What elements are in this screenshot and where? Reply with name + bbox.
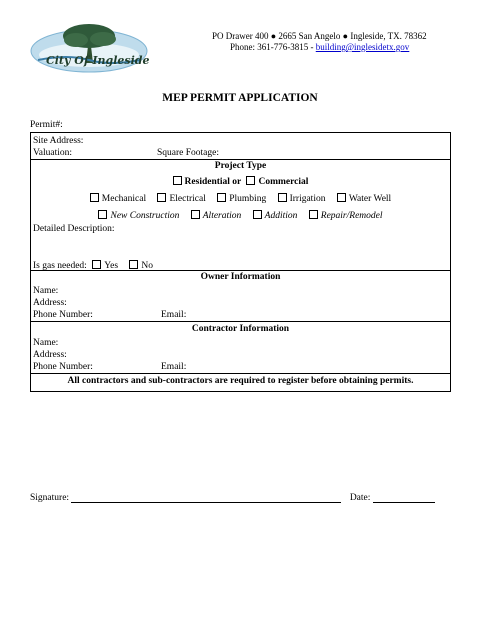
date-label: Date: xyxy=(349,493,371,503)
contractor-address-label[interactable]: Address: xyxy=(33,350,67,360)
page-title: MEP PERMIT APPLICATION xyxy=(162,92,318,104)
valuation-label[interactable]: Valuation: xyxy=(33,148,73,158)
contractor-phone-label[interactable]: Phone Number: xyxy=(33,362,93,372)
work-type-row xyxy=(31,210,450,221)
electrical-checkbox[interactable] xyxy=(157,193,166,202)
divider xyxy=(31,270,450,271)
project-type-heading: Project Type xyxy=(214,161,267,171)
owner-email-label[interactable]: Email: xyxy=(161,310,187,320)
contractor-name-label[interactable]: Name: xyxy=(33,338,59,348)
residential-checkbox[interactable] xyxy=(173,176,182,185)
commercial-checkbox[interactable] xyxy=(246,176,255,185)
trade-row xyxy=(31,193,450,204)
water-well-checkbox[interactable] xyxy=(337,193,346,202)
header-email-link[interactable]: building@inglesidetx.gov xyxy=(315,42,410,52)
owner-name-label[interactable]: Name: xyxy=(33,286,59,296)
addition-checkbox[interactable] xyxy=(253,210,262,219)
owner-heading: Owner Information xyxy=(200,272,281,282)
contractor-email-label[interactable]: Email: xyxy=(161,362,187,372)
trade-water-well: Water Well xyxy=(348,194,392,204)
plumbing-checkbox[interactable] xyxy=(217,193,226,202)
new-construction-checkbox[interactable] xyxy=(98,210,107,219)
gas-label: Is gas needed: xyxy=(33,261,87,271)
date-field[interactable] xyxy=(373,492,435,503)
signature-row xyxy=(30,492,435,503)
work-repair-remodel: Repair/Remodel xyxy=(320,211,383,221)
work-alteration: Alteration xyxy=(202,211,242,221)
mechanical-checkbox[interactable] xyxy=(90,193,99,202)
gas-yes-label: Yes xyxy=(104,261,119,271)
city-logo xyxy=(28,18,150,76)
header-phone: Phone: 361-776-3815 - xyxy=(230,42,316,52)
divider xyxy=(31,321,450,322)
trade-plumbing: Plumbing xyxy=(229,194,267,204)
work-new-construction: New Construction xyxy=(110,211,180,221)
logo-text: City Of Ingleside xyxy=(46,54,150,67)
permit-form xyxy=(30,132,451,392)
registration-notice: All contractors and sub-contractors are required to register before obtaining permits. xyxy=(67,376,414,386)
gas-no-label: No xyxy=(141,261,154,271)
site-address-label[interactable]: Site Address: xyxy=(33,136,84,146)
repair-remodel-checkbox[interactable] xyxy=(309,210,318,219)
owner-address-label[interactable]: Address: xyxy=(33,298,67,308)
divider xyxy=(31,159,450,160)
divider xyxy=(31,373,450,374)
occupancy-row xyxy=(31,176,450,187)
header-phone-line xyxy=(230,42,409,52)
header-address: PO Drawer 400 ● 2665 San Angelo ● Ingleside, TX. 78362 xyxy=(212,31,427,41)
commercial-label: Commercial xyxy=(258,177,309,187)
alteration-checkbox[interactable] xyxy=(191,210,200,219)
permit-number-label: Permit#: xyxy=(30,120,63,130)
gas-no-checkbox[interactable] xyxy=(129,260,138,269)
residential-label: Residential or xyxy=(184,177,242,187)
detailed-description-label[interactable]: Detailed Description: xyxy=(33,224,115,234)
signature-label: Signature: xyxy=(30,493,70,503)
trade-electrical: Electrical xyxy=(169,194,206,204)
tree-logo-icon xyxy=(28,18,150,76)
gas-yes-checkbox[interactable] xyxy=(92,260,101,269)
contractor-heading: Contractor Information xyxy=(191,324,290,334)
trade-mechanical: Mechanical xyxy=(101,194,147,204)
owner-phone-label[interactable]: Phone Number: xyxy=(33,310,93,320)
square-footage-label[interactable]: Square Footage: xyxy=(157,148,220,158)
work-addition: Addition xyxy=(264,211,298,221)
signature-field[interactable] xyxy=(71,492,341,503)
trade-irrigation: Irrigation xyxy=(289,194,326,204)
irrigation-checkbox[interactable] xyxy=(278,193,287,202)
